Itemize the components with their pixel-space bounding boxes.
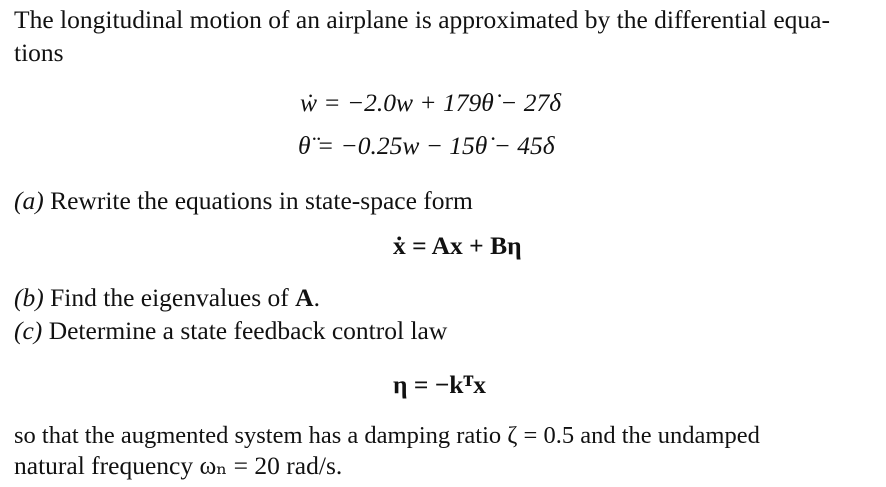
part-b-matrix: A (295, 283, 314, 312)
part-c-label: (c) (14, 316, 43, 345)
part-c-text: Determine a state feedback control law (48, 316, 448, 345)
part-b-line (14, 283, 320, 313)
part-a-line (14, 186, 473, 216)
part-a-text: Rewrite the equations in state-space form (50, 186, 473, 215)
state-space-equation: ẋ = Ax + Bη (393, 231, 522, 260)
part-b-text: Find the eigenvalues of (50, 283, 289, 312)
intro-line-2: tions (14, 38, 64, 67)
part-b-label: (b) (14, 283, 44, 312)
part-c-line (14, 316, 447, 346)
conclusion-line-1: so that the augmented system has a damping ratio ζ = 0.5 and the undamped (14, 422, 760, 449)
part-a-label: (a) (14, 186, 44, 215)
equation-2: θ̈ = −0.25w − 15θ̇ − 45δ (298, 131, 555, 160)
part-b-period: . (313, 283, 320, 312)
conclusion-line-2: natural frequency ωₙ = 20 rad/s. (14, 451, 343, 480)
intro-line-1: The longitudinal motion of an airplane is approximated by the differential equa- (14, 5, 830, 34)
control-law-equation: η = −kᵀx (393, 370, 487, 399)
equation-1: ẇ = −2.0w + 179θ̇ − 27δ (300, 88, 562, 117)
